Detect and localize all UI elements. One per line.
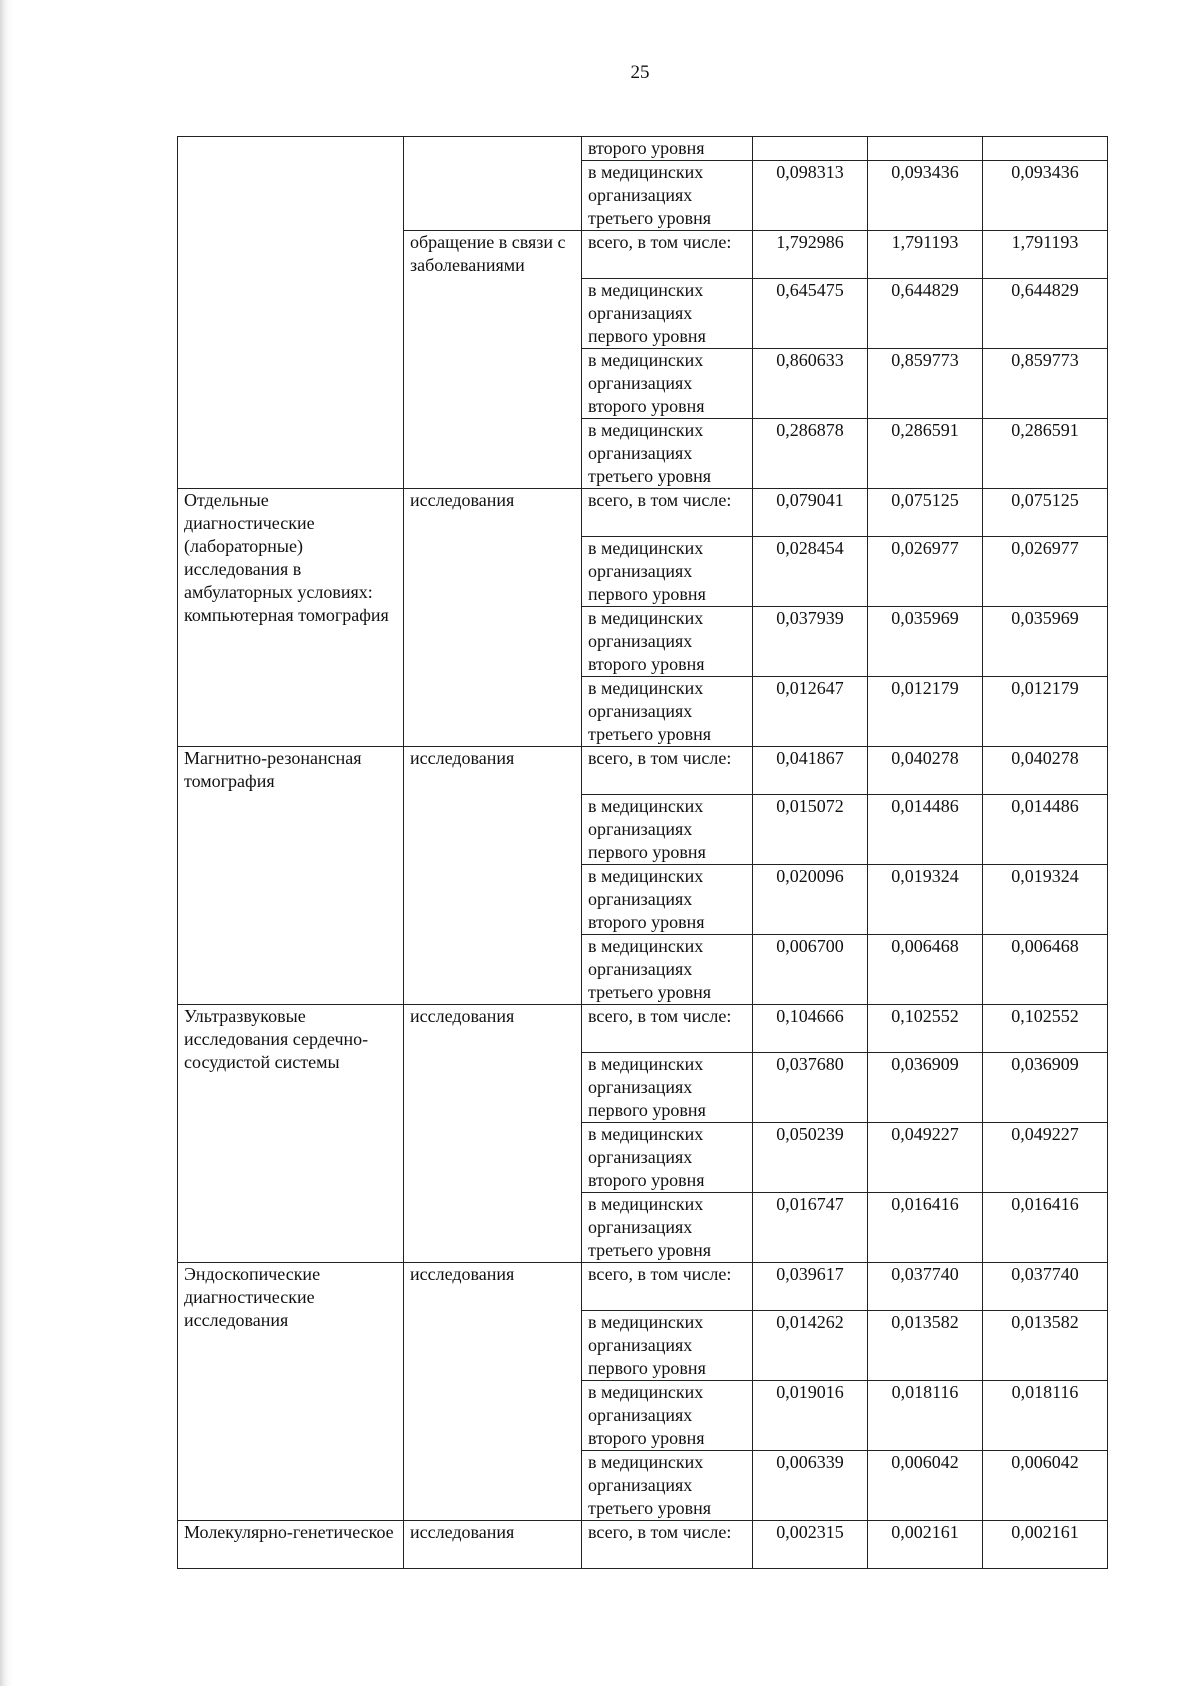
value-cell: 0,104666 (753, 1005, 868, 1053)
value-cell (983, 137, 1108, 161)
group-name-cell (178, 137, 404, 489)
value-cell: 0,098313 (753, 161, 868, 231)
level-cell: в медицинских организациях первого уровня (582, 795, 753, 865)
value-cell: 0,037740 (868, 1263, 983, 1311)
value-cell: 0,037939 (753, 607, 868, 677)
value-cell: 0,020096 (753, 865, 868, 935)
value-cell: 0,860633 (753, 349, 868, 419)
unit-cell: исследования (404, 1005, 582, 1263)
table-row (178, 1263, 1108, 1311)
value-cell: 0,644829 (868, 279, 983, 349)
value-cell: 0,016416 (983, 1193, 1108, 1263)
level-cell: всего, в том числе: (582, 1263, 753, 1311)
value-cell: 0,013582 (868, 1311, 983, 1381)
unit-cell: исследования (404, 1521, 582, 1569)
level-cell: в медицинских организациях третьего уровня (582, 1451, 753, 1521)
value-cell: 0,015072 (753, 795, 868, 865)
value-cell: 0,014486 (868, 795, 983, 865)
value-cell: 0,016416 (868, 1193, 983, 1263)
value-cell: 0,019016 (753, 1381, 868, 1451)
value-cell: 0,037740 (983, 1263, 1108, 1311)
value-cell: 0,014486 (983, 795, 1108, 865)
value-cell: 0,079041 (753, 489, 868, 537)
value-cell: 1,792986 (753, 231, 868, 279)
level-cell: в медицинских организациях второго уровня (582, 865, 753, 935)
value-cell: 0,026977 (868, 537, 983, 607)
value-cell: 0,102552 (983, 1005, 1108, 1053)
level-cell: в медицинских организациях второго уровня (582, 607, 753, 677)
unit-cell (404, 137, 582, 231)
level-cell: всего, в том числе: (582, 231, 753, 279)
value-cell: 0,039617 (753, 1263, 868, 1311)
value-cell: 0,037680 (753, 1053, 868, 1123)
table-row (178, 747, 1108, 795)
value-cell: 0,286591 (983, 419, 1108, 489)
value-cell: 0,019324 (868, 865, 983, 935)
value-cell: 0,075125 (868, 489, 983, 537)
value-cell: 0,093436 (868, 161, 983, 231)
value-cell: 0,006042 (983, 1451, 1108, 1521)
value-cell: 0,040278 (983, 747, 1108, 795)
level-cell: второго уровня (582, 137, 753, 161)
value-cell: 0,012179 (868, 677, 983, 747)
value-cell: 0,002315 (753, 1521, 868, 1569)
value-cell: 1,791193 (983, 231, 1108, 279)
level-cell: в медицинских организациях третьего уровня (582, 677, 753, 747)
value-cell: 0,006700 (753, 935, 868, 1005)
value-cell: 0,006468 (983, 935, 1108, 1005)
level-cell: в медицинских организациях второго уровня (582, 349, 753, 419)
value-cell: 0,093436 (983, 161, 1108, 231)
value-cell: 0,040278 (868, 747, 983, 795)
table-row (178, 1005, 1108, 1053)
value-cell: 0,028454 (753, 537, 868, 607)
group-name-cell: Ультразвуковые исследования сердечно-сосудистой системы (178, 1005, 404, 1263)
value-cell: 0,002161 (983, 1521, 1108, 1569)
unit-cell: обращение в связи с заболеваниями (404, 231, 582, 489)
level-cell: в медицинских организациях второго уровня (582, 1123, 753, 1193)
value-cell: 0,049227 (983, 1123, 1108, 1193)
value-cell: 0,018116 (868, 1381, 983, 1451)
value-cell: 0,644829 (983, 279, 1108, 349)
table-row (178, 137, 1108, 161)
level-cell: в медицинских организациях первого уровня (582, 279, 753, 349)
level-cell: в медицинских организациях первого уровня (582, 1311, 753, 1381)
group-name-cell: Эндоскопические диагностические исследования (178, 1263, 404, 1521)
value-cell: 0,286591 (868, 419, 983, 489)
value-cell: 0,041867 (753, 747, 868, 795)
unit-cell: исследования (404, 747, 582, 1005)
level-cell: всего, в том числе: (582, 747, 753, 795)
level-cell: в медицинских организациях второго уровня (582, 1381, 753, 1451)
value-cell: 0,286878 (753, 419, 868, 489)
value-cell: 0,018116 (983, 1381, 1108, 1451)
unit-cell: исследования (404, 1263, 582, 1521)
level-cell: в медицинских организациях третьего уровня (582, 1193, 753, 1263)
value-cell: 0,859773 (868, 349, 983, 419)
value-cell: 0,049227 (868, 1123, 983, 1193)
value-cell: 0,016747 (753, 1193, 868, 1263)
table-row (178, 489, 1108, 537)
value-cell: 0,026977 (983, 537, 1108, 607)
value-cell: 0,036909 (983, 1053, 1108, 1123)
table-row (178, 1521, 1108, 1569)
value-cell: 1,791193 (868, 231, 983, 279)
value-cell: 0,006339 (753, 1451, 868, 1521)
group-name-cell: Молекулярно-генетическое (178, 1521, 404, 1569)
unit-cell: исследования (404, 489, 582, 747)
value-cell: 0,036909 (868, 1053, 983, 1123)
value-cell: 0,075125 (983, 489, 1108, 537)
value-cell: 0,102552 (868, 1005, 983, 1053)
value-cell: 0,035969 (983, 607, 1108, 677)
value-cell: 0,645475 (753, 279, 868, 349)
level-cell: в медицинских организациях первого уровня (582, 1053, 753, 1123)
value-cell (868, 137, 983, 161)
value-cell (753, 137, 868, 161)
value-cell: 0,013582 (983, 1311, 1108, 1381)
value-cell: 0,006042 (868, 1451, 983, 1521)
group-name-cell: Отдельные диагностические (лабораторные) исследования в амбулаторных условиях: компьютерная томография (178, 489, 404, 747)
value-cell: 0,012179 (983, 677, 1108, 747)
group-name-cell: Магнитно-резонансная томография (178, 747, 404, 1005)
value-cell: 0,012647 (753, 677, 868, 747)
value-cell: 0,050239 (753, 1123, 868, 1193)
value-cell: 0,859773 (983, 349, 1108, 419)
value-cell: 0,002161 (868, 1521, 983, 1569)
value-cell: 0,014262 (753, 1311, 868, 1381)
level-cell: всего, в том числе: (582, 489, 753, 537)
page-number: 25 (630, 62, 650, 83)
level-cell: в медицинских организациях первого уровня (582, 537, 753, 607)
data-table (177, 136, 1108, 1569)
level-cell: в медицинских организациях третьего уровня (582, 161, 753, 231)
level-cell: всего, в том числе: (582, 1005, 753, 1053)
value-cell: 0,006468 (868, 935, 983, 1005)
scan-edge (0, 0, 14, 1686)
level-cell: всего, в том числе: (582, 1521, 753, 1569)
value-cell: 0,035969 (868, 607, 983, 677)
level-cell: в медицинских организациях третьего уровня (582, 419, 753, 489)
value-cell: 0,019324 (983, 865, 1108, 935)
level-cell: в медицинских организациях третьего уровня (582, 935, 753, 1005)
